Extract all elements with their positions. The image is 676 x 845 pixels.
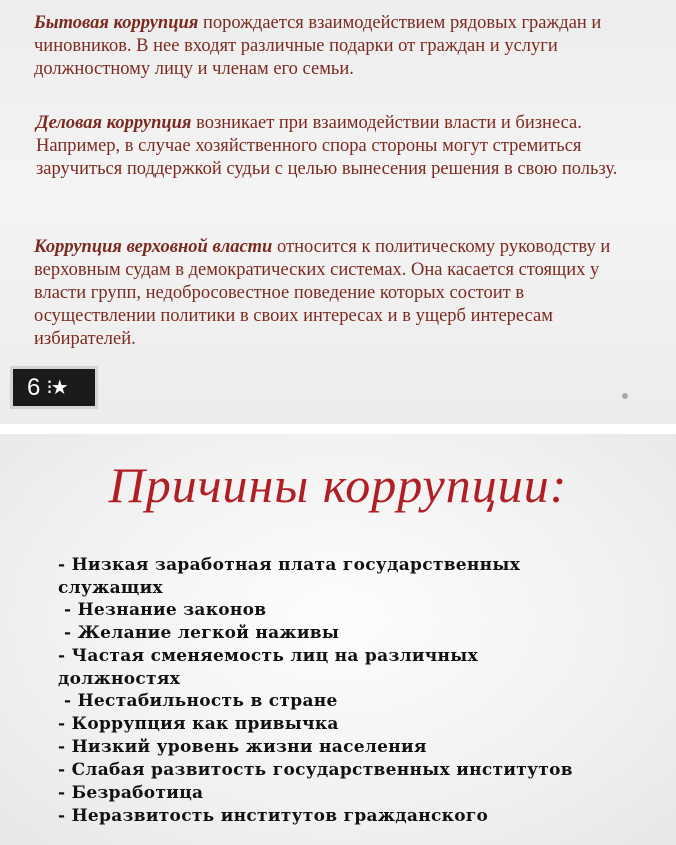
paragraph-household-corruption bbox=[34, 12, 644, 81]
list-item: - Неразвитость институтов гражданского bbox=[58, 806, 489, 826]
slide-number-badge[interactable] bbox=[10, 366, 98, 409]
list-item: - Нестабильность в стране bbox=[64, 691, 338, 711]
slide-separator bbox=[0, 424, 676, 434]
term-high-level-corruption: Коррупция верховной власти bbox=[34, 237, 273, 257]
list-item: - Низкая заработная плата государственных служащих bbox=[58, 555, 521, 598]
paragraph-business-corruption bbox=[36, 112, 646, 181]
term-business-corruption: Деловая коррупция bbox=[36, 113, 192, 133]
paragraph-text: возникает при взаимодействии власти и бизнеса. Например, в случае хозяйственного спора стороны могут стремиться заручиться поддержкой судьи с целью вынесения решения в свою пользу. bbox=[36, 113, 618, 179]
list-item: - Незнание законов bbox=[64, 600, 267, 620]
list-item: - Низкий уровень жизни населения bbox=[58, 737, 427, 757]
dot-indicator-icon bbox=[622, 393, 628, 399]
slide-title: Причины коррупции: bbox=[108, 457, 568, 513]
paragraph-high-level-corruption bbox=[34, 236, 644, 351]
list-item: - Частая сменяемость лиц на различных должностях bbox=[58, 646, 479, 689]
star-icon: ⁝★ bbox=[46, 377, 67, 399]
list-item: - Желание легкой наживы bbox=[64, 623, 340, 643]
lower-slide bbox=[0, 434, 676, 845]
paragraph-text: относится к политическому руководству и верховным судам в демократических системах. Она касается стоящих у власти групп, недобросовестное поведение которых состоит в осуществлении политики в своих интересах и в ущерб интересам избирателей. bbox=[34, 237, 611, 349]
term-household-corruption: Бытовая коррупция bbox=[34, 13, 199, 33]
paragraph-text: порождается взаимодействием рядовых граждан и чиновников. В нее входят различные подарки от граждан и услуги должностному лицу и членам его семьи. bbox=[34, 13, 602, 79]
slide-number: 6 bbox=[27, 373, 41, 401]
list-item: - Коррупция как привычка bbox=[58, 714, 339, 734]
list-item: - Слабая развитость государственных институтов bbox=[58, 760, 573, 780]
list-item: - Безработица bbox=[58, 783, 204, 803]
